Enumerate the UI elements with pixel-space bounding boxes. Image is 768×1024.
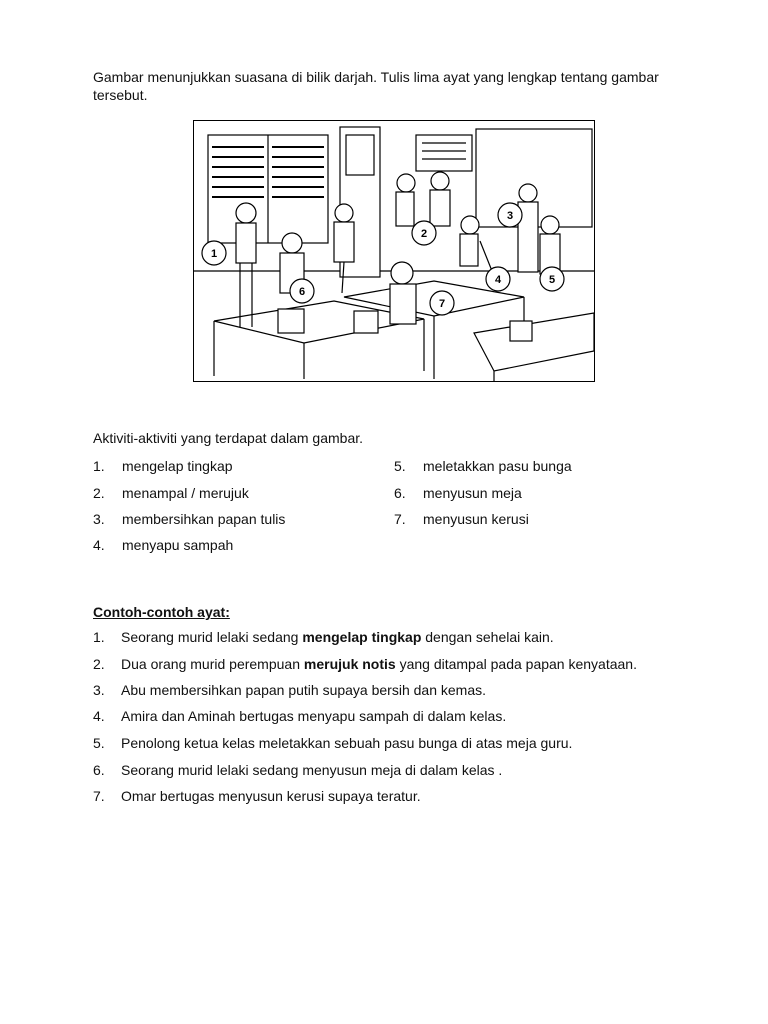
activity-text: menyapu sampah xyxy=(122,537,234,553)
example-keyword: mengelap tingkap xyxy=(302,629,422,645)
activity-number: 3. xyxy=(93,511,105,527)
example-number: 3. xyxy=(93,682,105,698)
example-number: 1. xyxy=(93,629,105,645)
example-keyword: merujuk notis xyxy=(303,656,396,672)
example-text-end: dengan sehelai kain. xyxy=(421,629,554,645)
activity-text: mengelap tingkap xyxy=(122,458,233,474)
example-sentence xyxy=(93,762,502,778)
marker-5: 5 xyxy=(548,274,556,286)
example-number: 6. xyxy=(93,762,105,778)
example-sentence xyxy=(93,682,486,698)
activity-text: menyusun meja xyxy=(423,485,522,501)
activity-number: 1. xyxy=(93,458,105,474)
marker-1: 1 xyxy=(210,248,218,260)
example-text: Penolong ketua kelas meletakkan sebuah pasu bunga di atas meja guru. xyxy=(121,735,573,751)
activity-number: 4. xyxy=(93,537,105,553)
activities-heading: Aktiviti-aktiviti yang terdapat dalam gambar. xyxy=(93,430,364,446)
example-sentence xyxy=(93,708,506,724)
example-text-end: yang ditampal pada papan kenyataan. xyxy=(395,656,637,672)
example-sentence xyxy=(93,656,637,672)
example-number: 2. xyxy=(93,656,105,672)
example-text: Seorang murid lelaki sedang menyusun meja di dalam kelas . xyxy=(121,762,503,778)
example-sentence xyxy=(93,788,421,804)
activity-number: 6. xyxy=(394,485,406,501)
example-text: Omar bertugas menyusun kerusi supaya teratur. xyxy=(121,788,421,804)
marker-2: 2 xyxy=(420,228,428,240)
example-text: Abu membersihkan papan putih supaya bersih dan kemas. xyxy=(121,682,486,698)
example-sentence xyxy=(93,629,554,645)
activity-text: meletakkan pasu bunga xyxy=(423,458,572,474)
activity-number: 7. xyxy=(394,511,406,527)
activity-text: menyusun kerusi xyxy=(423,511,529,527)
classroom-illustration xyxy=(193,120,595,382)
example-sentence xyxy=(93,735,572,751)
activity-number: 2. xyxy=(93,485,105,501)
example-text: Dua orang murid perempuan xyxy=(121,656,304,672)
instructions: Gambar menunjukkan suasana di bilik darjah. Tulis lima ayat yang lengkap tentang gambar tersebut. xyxy=(93,69,659,103)
example-number: 4. xyxy=(93,708,105,724)
activity-number: 5. xyxy=(394,458,406,474)
example-number: 5. xyxy=(93,735,105,751)
example-number: 7. xyxy=(93,788,105,804)
marker-7: 7 xyxy=(438,298,446,310)
activity-text: menampal / merujuk xyxy=(122,485,249,501)
activity-text: membersihkan papan tulis xyxy=(122,511,286,527)
examples-heading: Contoh-contoh ayat: xyxy=(93,604,230,620)
marker-6: 6 xyxy=(298,286,306,298)
example-text: Seorang murid lelaki sedang xyxy=(121,629,303,645)
marker-4: 4 xyxy=(494,274,502,286)
marker-3: 3 xyxy=(506,210,514,222)
example-text: Amira dan Aminah bertugas menyapu sampah di dalam kelas. xyxy=(121,708,507,724)
